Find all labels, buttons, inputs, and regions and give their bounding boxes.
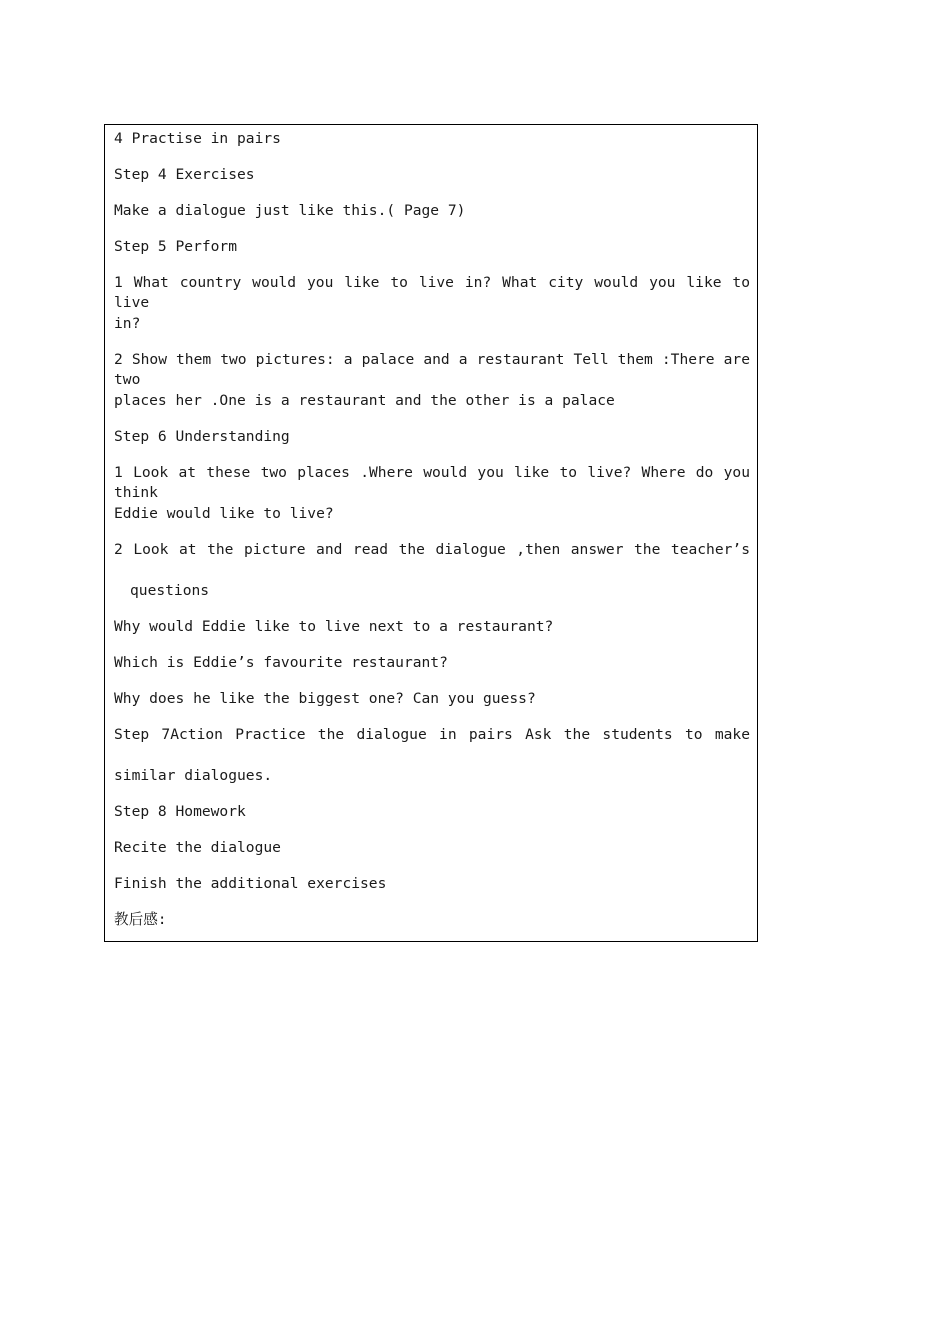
- text-line-step-6: Step 6 Understanding: [114, 428, 290, 445]
- text-line-finish-exercises: Finish the additional exercises: [114, 875, 387, 892]
- text-line-look-places: 1 Look at these two places .Where would you like to live? Where do you think: [114, 464, 750, 501]
- text-line-show-pictures-cont: places her .One is a restaurant and the other is a palace: [114, 392, 615, 409]
- text-line-recite: Recite the dialogue: [114, 839, 281, 856]
- text-line-why-restaurant: Why would Eddie like to live next to a restaurant?: [114, 618, 554, 635]
- text-line-country-question: 1 What country would you like to live in? What city would you like to live: [114, 274, 750, 311]
- text-line-read-dialogue-cont: questions: [130, 582, 210, 599]
- text-line-read-dialogue: 2 Look at the picture and read the dialogue ,then answer the teacher’s: [114, 541, 750, 558]
- text-line-biggest-one: Why does he like the biggest one? Can you guess?: [114, 690, 536, 707]
- text-line-make-dialogue: Make a dialogue just like this.( Page 7): [114, 202, 466, 219]
- lesson-plan-table-cell: [104, 124, 758, 942]
- text-line-favourite-restaurant: Which is Eddie’s favourite restaurant?: [114, 654, 448, 671]
- text-line-look-places-cont: Eddie would like to live?: [114, 505, 334, 522]
- text-line-step-5: Step 5 Perform: [114, 238, 238, 255]
- text-line-reflection: 教后感:: [114, 911, 167, 928]
- text-line-show-pictures: 2 Show them two pictures: a palace and a restaurant Tell them :There are two: [114, 351, 750, 388]
- text-line-step-4: Step 4 Exercises: [114, 166, 255, 183]
- text-line-step-8: Step 8 Homework: [114, 803, 246, 820]
- text-line-step-7-cont: similar dialogues.: [114, 767, 273, 784]
- text-line-country-question-cont: in?: [114, 315, 141, 332]
- text-line-practise-in-pairs: 4 Practise in pairs: [114, 130, 281, 147]
- text-line-step-7: Step 7Action Practice the dialogue in pairs Ask the students to make: [114, 726, 750, 743]
